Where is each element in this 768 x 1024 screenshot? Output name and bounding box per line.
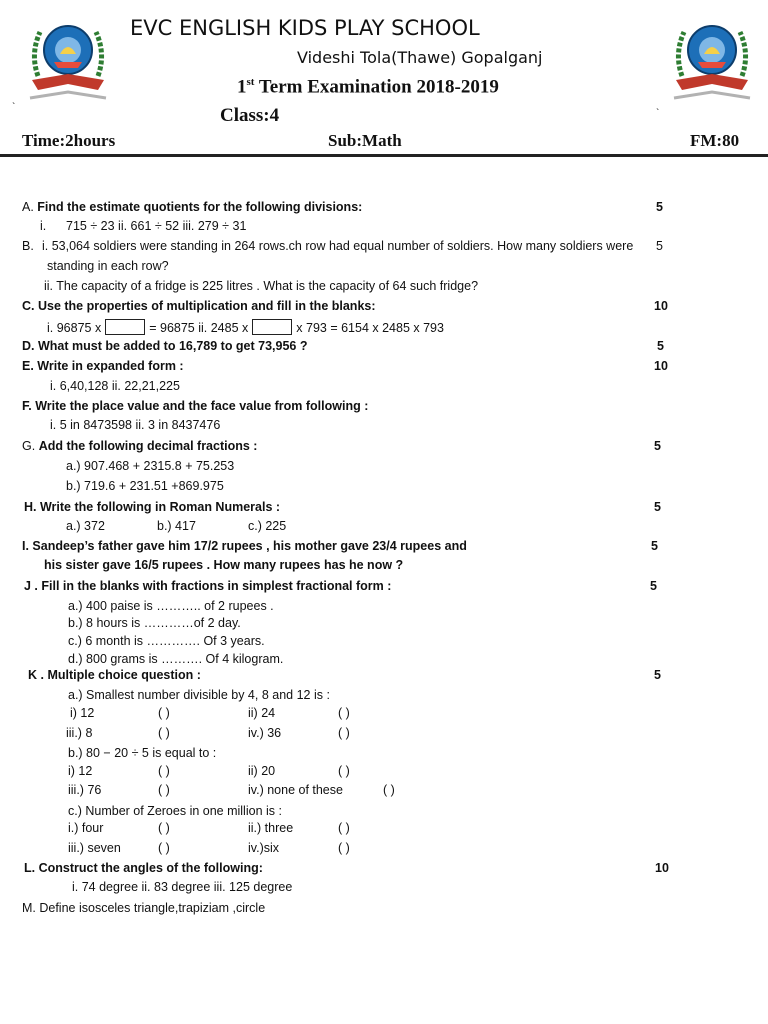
class-label: Class:4 — [220, 105, 280, 126]
question-j-item: b.) 8 hours is …………of 2 day. — [68, 616, 241, 630]
question-k: K . Multiple choice question : — [28, 668, 201, 682]
question-j-item: a.) 400 paise is ……….. of 2 rupees . — [68, 599, 274, 613]
question-d: D. What must be added to 16,789 to get 73,956 ? — [22, 339, 308, 353]
option-text: i.) four — [68, 821, 104, 835]
question-h: H. Write the following in Roman Numerals : — [24, 500, 281, 514]
question-f-items: i. 5 in 8473598 ii. 3 in 8437476 — [50, 418, 221, 432]
marks-k: 5 — [654, 668, 661, 682]
question-a: A. Find the estimate quotients for the following divisions: — [22, 200, 363, 214]
answer-parentheses: ( ) — [158, 821, 170, 835]
question-m: M. Define isosceles triangle,trapiziam ,circle — [22, 901, 266, 915]
question-h-item-a: a.) 372 — [66, 519, 105, 533]
question-g-item-b: b.) 719.6 + 231.51 +869.975 — [66, 479, 224, 493]
marks-i: 5 — [651, 539, 658, 553]
question-e: E. Write in expanded form : — [22, 359, 184, 373]
question-b-line1: i. 53,064 soldiers were standing in 264 rows.ch row had equal number of soldiers. How many soldiers were — [42, 239, 634, 253]
option-text: ii.) three — [248, 821, 294, 835]
marks-h: 5 — [654, 500, 661, 514]
header-divider — [0, 154, 768, 157]
option-text: iii.) 8 — [66, 726, 93, 740]
question-l: L. Construct the angles of the following: — [24, 861, 263, 875]
question-b-label: B. — [22, 239, 34, 253]
question-h-item-c: c.) 225 — [248, 519, 287, 533]
question-i-line2: his sister gave 16/5 rupees . How many rupees has he now ? — [44, 558, 404, 572]
marks-l: 10 — [655, 861, 669, 875]
answer-parentheses: ( ) — [338, 841, 350, 855]
answer-parentheses: ( ) — [158, 726, 170, 740]
question-c: C. Use the properties of multiplication and fill in the blanks: — [22, 299, 376, 313]
question-i: I. Sandeep’s father gave him 17/2 rupees , his mother gave 23/4 rupees and — [22, 539, 467, 553]
option-text: iii.) seven — [68, 841, 121, 855]
option-text: ii) 24 — [248, 706, 276, 720]
question-f: F. Write the place value and the face value from following : — [22, 399, 369, 413]
answer-parentheses: ( ) — [338, 706, 350, 720]
option-text: iv.) none of these — [248, 783, 343, 797]
question-a-roman-i: i. — [40, 219, 47, 233]
question-j: J . Fill in the blanks with fractions in simplest fractional form : — [24, 579, 392, 593]
question-k-c: c.) Number of Zeroes in one million is : — [68, 804, 282, 818]
question-l-items: i. 74 degree ii. 83 degree iii. 125 degree — [72, 880, 293, 894]
stray-mark: ` — [656, 108, 660, 119]
answer-parentheses: ( ) — [158, 783, 170, 797]
option-text: iv.)six — [248, 841, 280, 855]
question-k-b: b.) 80 − 20 ÷ 5 is equal to : — [68, 746, 217, 760]
school-name: EVC ENGLISH KIDS PLAY SCHOOL — [130, 16, 480, 40]
blank-box — [105, 319, 145, 335]
time-label: Time:2hours — [22, 131, 116, 150]
school-logo-right — [668, 14, 756, 104]
subject-label: Sub:Math — [328, 131, 402, 150]
marks-j: 5 — [650, 579, 657, 593]
marks-a: 5 — [656, 200, 663, 214]
option-text: iii.) 76 — [68, 783, 102, 797]
answer-parentheses: ( ) — [338, 726, 350, 740]
marks-d: 5 — [657, 339, 664, 353]
option-text: ii) 20 — [248, 764, 276, 778]
question-j-item: d.) 800 grams is ………. Of 4 kilogram. — [68, 652, 284, 666]
answer-parentheses: ( ) — [338, 764, 350, 778]
answer-parentheses: ( ) — [158, 841, 170, 855]
question-j-item: c.) 6 month is …………. Of 3 years. — [68, 634, 265, 648]
marks-e: 10 — [654, 359, 668, 373]
school-logo-left — [24, 14, 112, 104]
question-b-line3: ii. The capacity of a fridge is 225 litres . What is the capacity of 64 such fridge? — [44, 279, 479, 293]
question-e-items: i. 6,40,128 ii. 22,21,225 — [50, 379, 180, 393]
option-text: i) 12 — [70, 706, 95, 720]
question-k-a: a.) Smallest number divisible by 4, 8 and 12 is : — [68, 688, 330, 702]
stray-mark: ` — [12, 102, 16, 113]
marks-g: 5 — [654, 439, 661, 453]
answer-parentheses: ( ) — [158, 764, 170, 778]
exam-title: 1st Term Examination 2018-2019 — [237, 76, 499, 98]
school-address: Videshi Tola(Thawe) Gopalganj — [297, 48, 543, 67]
question-b-line2: standing in each row? — [47, 259, 169, 273]
question-h-item-b: b.) 417 — [157, 519, 196, 533]
option-text: iv.) 36 — [248, 726, 282, 740]
answer-parentheses: ( ) — [338, 821, 350, 835]
question-a-items: 715 ÷ 23 ii. 661 ÷ 52 iii. 279 ÷ 31 — [66, 219, 247, 233]
full-marks-label: FM:80 — [690, 131, 740, 150]
question-c-items: i. 96875 x = 96875 ii. 2485 x x 793 = 6154 x 2485 x 793 — [47, 321, 444, 335]
question-g-item-a: a.) 907.468 + 2315.8 + 75.253 — [66, 459, 235, 473]
question-g: G. Add the following decimal fractions : — [22, 439, 258, 453]
option-text: i) 12 — [68, 764, 93, 778]
answer-parentheses: ( ) — [383, 783, 395, 797]
marks-c: 10 — [654, 299, 668, 313]
answer-parentheses: ( ) — [158, 706, 170, 720]
marks-b: 5 — [656, 239, 663, 253]
blank-box — [252, 319, 292, 335]
